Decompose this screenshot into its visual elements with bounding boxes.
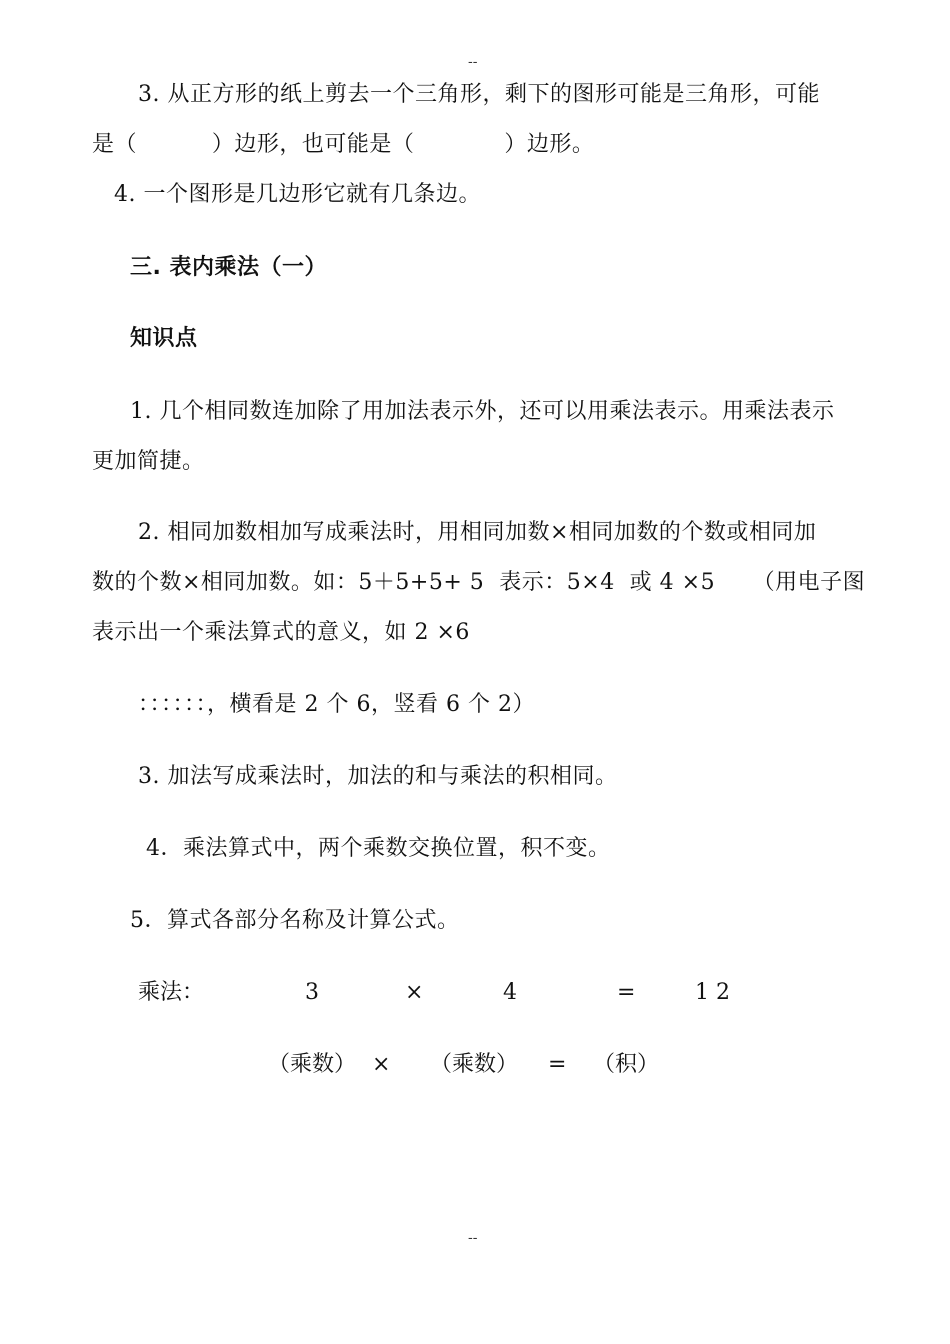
name-times: × (372, 1052, 391, 1077)
formula-factor-1: 3 (305, 980, 319, 1005)
point-4: 4．乘法算式中，两个乘数交换位置，积不变。 (146, 836, 611, 861)
point-2-line-1: 2. 相同加数相加写成乘法时，用相同加数×相同加数的个数或相同加 (138, 520, 817, 545)
point-2-line-4: ：：：：：：，横看是 2 个 6，竖看 6 个 2） (138, 692, 535, 717)
formula-label: 乘法： (138, 980, 205, 1005)
formula-equals: = (617, 980, 636, 1005)
name-equals: = (548, 1052, 567, 1077)
name-factor-1: （乘数） (268, 1052, 357, 1077)
point-2-line-2: 数的个数×相同加数。如：5＋5+5+ 5 表示：5×4 或 4 ×5 （用电子图 (92, 570, 866, 595)
formula-factor-2: 4 (503, 980, 517, 1005)
name-product: （积） (593, 1052, 660, 1077)
point-3: 3. 加法写成乘法时，加法的和与乘法的积相同。 (138, 764, 618, 789)
point-2-line-3: 表示出一个乘法算式的意义，如 2 ×6 (92, 620, 470, 645)
point-1-line-1: 1. 几个相同数连加除了用加法表示外，还可以用乘法表示。用乘法表示 (130, 399, 835, 424)
formula-product: 1 2 (695, 980, 730, 1005)
knowledge-points-heading: 知识点 (130, 326, 198, 351)
question-4: 4. 一个图形是几边形它就有几条边。 (114, 182, 481, 207)
question-3-line-2: 是（ ）边形，也可能是（ ）边形。 (92, 132, 595, 157)
formula-times: × (405, 980, 424, 1005)
question-3-line-1: 3. 从正方形的纸上剪去一个三角形，剩下的图形可能是三角形，可能 (138, 82, 820, 107)
footer-marker: -- (468, 1230, 478, 1246)
section-title: 三. 表内乘法（一） (130, 255, 328, 280)
header-marker: -- (468, 54, 478, 70)
point-5: 5．算式各部分名称及计算公式。 (130, 908, 460, 933)
name-factor-2: （乘数） (430, 1052, 519, 1077)
point-1-line-2: 更加简捷。 (92, 449, 205, 474)
